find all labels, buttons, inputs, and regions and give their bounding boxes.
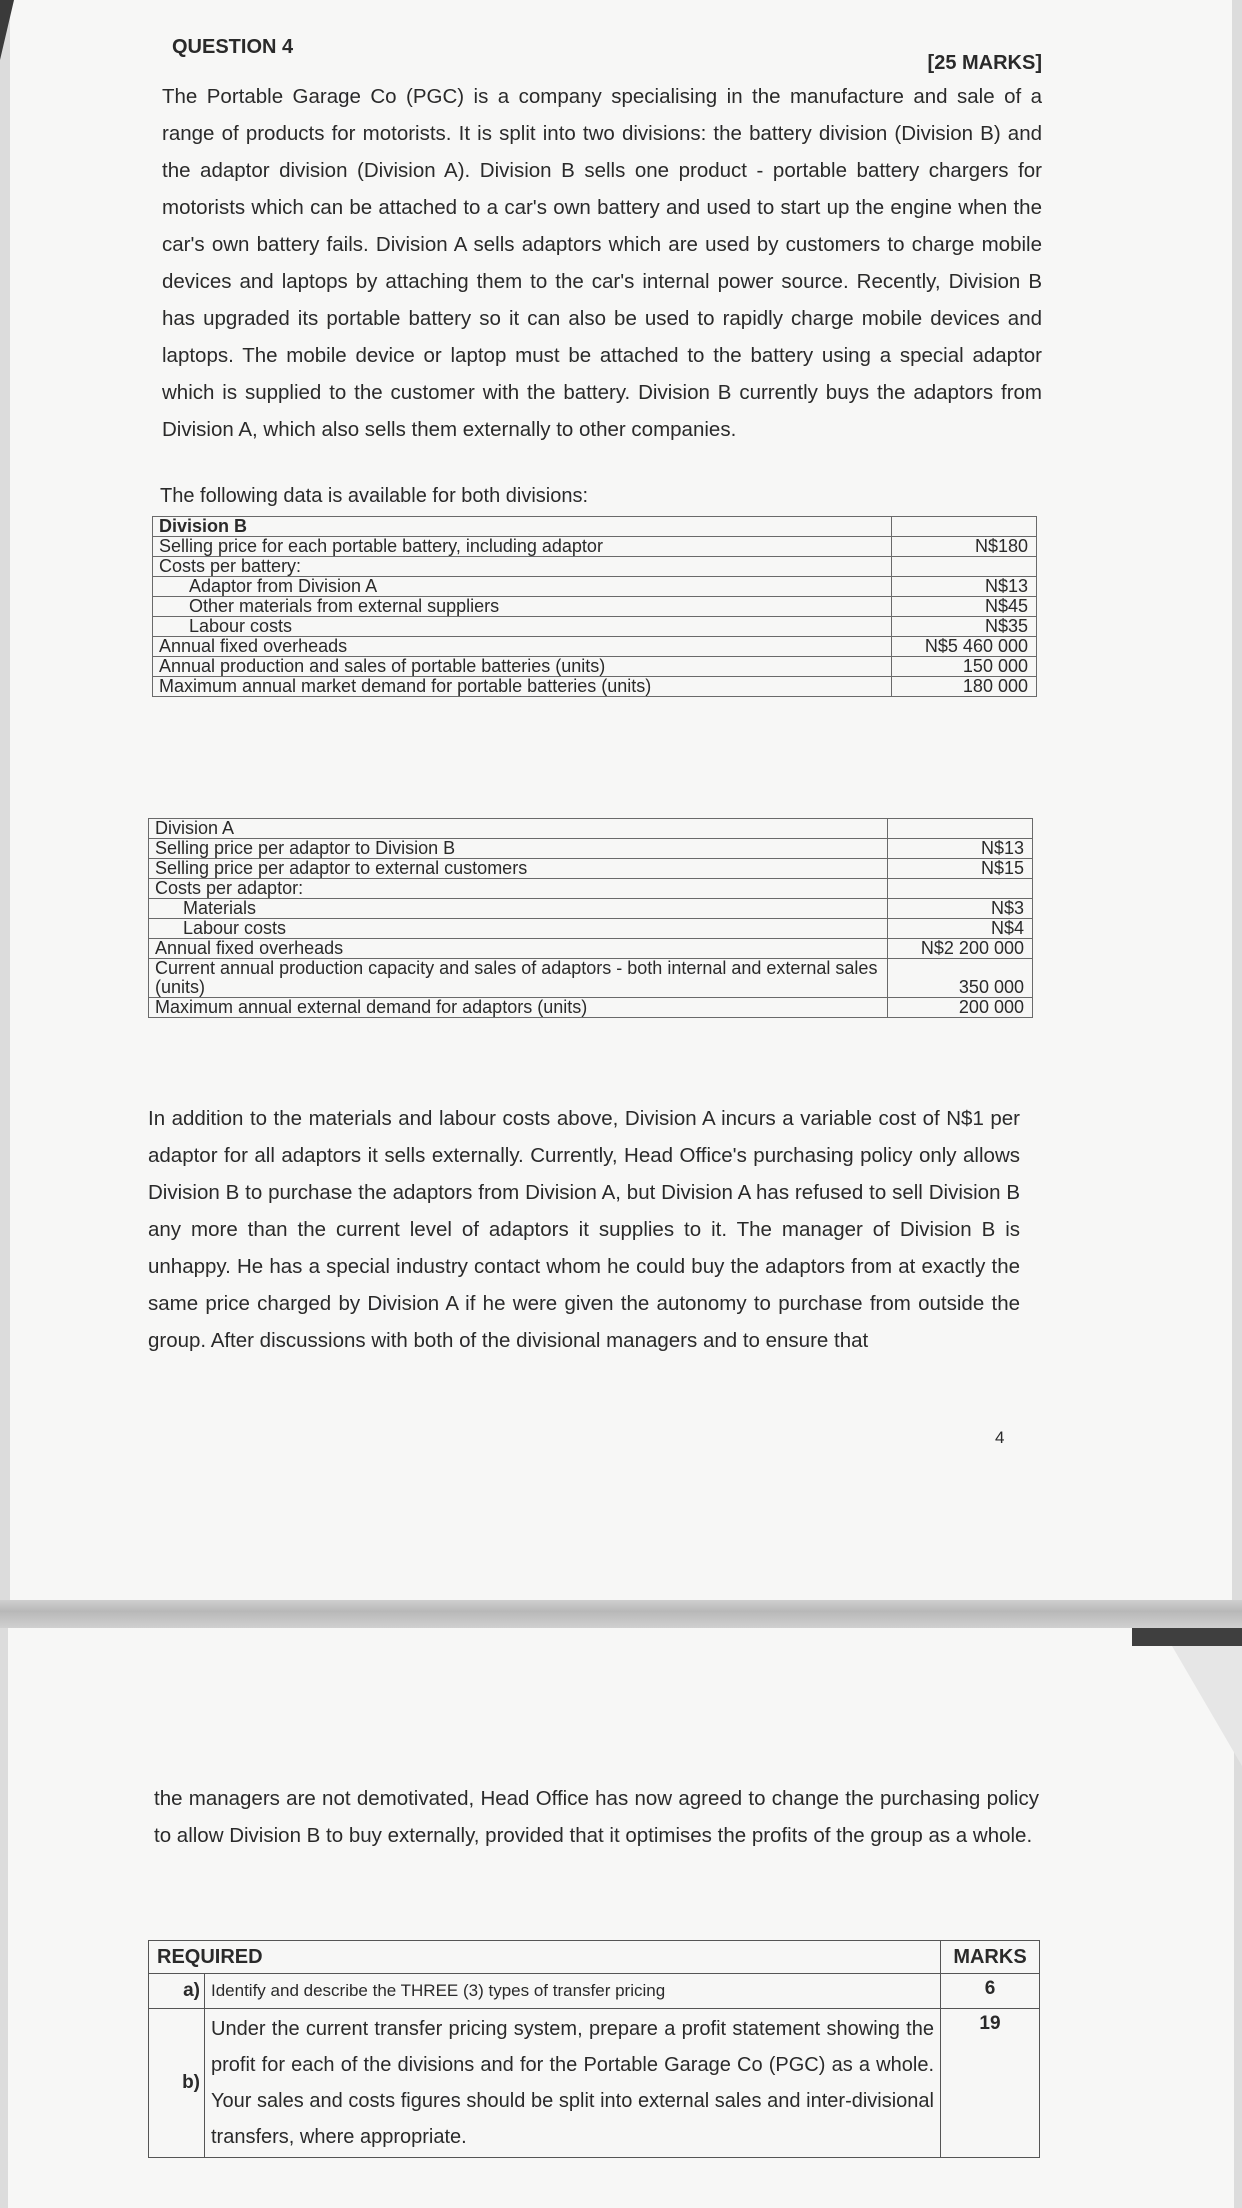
required-table xyxy=(148,1940,1040,2158)
data-intro: The following data is available for both divisions: xyxy=(160,485,589,507)
row-label: Adaptor from Division A xyxy=(153,577,892,597)
table-row xyxy=(153,517,1037,537)
row-label: Selling price per adaptor to external customers xyxy=(149,859,888,879)
table-row xyxy=(149,959,1033,998)
intro-paragraph: The Portable Garage Co (PGC) is a company specialising in the manufacture and sale of a range of products for motorists. It is split into two divisions: the battery division (Division B) and the adaptor division (Division A). Division B sells one product - portable battery chargers for motorists which can be attached to a car's own battery and used to start up the engine when the car's own battery fails. Division A sells adaptors which are used by customers to charge mobile devices and laptops by attaching them to the car's internal power source. Recently, Division B has upgraded its portable battery so it can also be used to rapidly charge mobile devices and laptops. The mobile device or laptop must be attached to the battery using a special adaptor which is supplied to the customer with the battery. Division B currently buys the adaptors from Division A, which also sells them externally to other companies. xyxy=(162,85,1042,441)
scan-corner-shadow xyxy=(0,0,14,60)
division-b-heading: Division B xyxy=(153,517,892,537)
division-b-table xyxy=(152,516,1037,697)
additional-paragraph: In addition to the materials and labour costs above, Division A incurs a variable cost of N$1 per adaptor for all adaptors it sells externally. Currently, Head Office's purchasing policy only allows Division B to purchase the adaptors from Division A, but Division A has refused to sell Division B any more than the current level of adaptors it supplies to it. The manager of Division B is unhappy. He has a special industry contact whom he could buy the adaptors from at exactly the same price charged by Division A if he were given the autonomy to purchase from outside the group. After discussions with both of the divisional managers and to ensure that xyxy=(148,1107,1020,1352)
row-label: Selling price for each portable battery, including adaptor xyxy=(153,537,892,557)
row-value: N$3 xyxy=(888,899,1033,919)
table-row xyxy=(149,939,1033,959)
item-key: b) xyxy=(149,2009,205,2158)
row-value: 200 000 xyxy=(888,998,1033,1018)
required-heading: REQUIRED xyxy=(149,1941,941,1974)
question-header xyxy=(162,34,1042,74)
row-value: 350 000 xyxy=(888,959,1033,998)
row-value: N$15 xyxy=(888,859,1033,879)
row-label: Annual fixed overheads xyxy=(149,939,888,959)
table-row xyxy=(149,879,1033,899)
table-row xyxy=(153,617,1037,637)
row-value: N$13 xyxy=(892,577,1037,597)
row-value xyxy=(892,557,1037,577)
row-label: Current annual production capacity and sales of adaptors - both internal and external sales (units) xyxy=(149,959,888,998)
division-a-heading: Division A xyxy=(149,819,888,839)
row-value: N$180 xyxy=(892,537,1037,557)
item-marks: 19 xyxy=(941,2009,1040,2158)
table-row xyxy=(153,537,1037,557)
division-a-table xyxy=(148,818,1033,1018)
table-row xyxy=(153,657,1037,677)
table-row xyxy=(149,1974,1040,2009)
table-row xyxy=(153,637,1037,657)
row-label: Maximum annual market demand for portable batteries (units) xyxy=(153,677,892,697)
item-text: Identify and describe the THREE (3) types of transfer pricing xyxy=(205,1974,941,2009)
table-row xyxy=(153,557,1037,577)
row-value: N$5 460 000 xyxy=(892,637,1037,657)
table-row xyxy=(153,577,1037,597)
row-value xyxy=(888,879,1033,899)
table-row xyxy=(149,2009,1040,2158)
row-value: N$4 xyxy=(888,919,1033,939)
item-key: a) xyxy=(149,1974,205,2009)
table-row xyxy=(149,819,1033,839)
page-1 xyxy=(10,0,1232,1600)
continuation-paragraph: the managers are not demotivated, Head Office has now agreed to change the purchasing policy to allow Division B to buy externally, provided that it optimises the profits of the group as a whole. xyxy=(154,1787,1039,1847)
row-label: Other materials from external suppliers xyxy=(153,597,892,617)
row-label: Maximum annual external demand for adaptors (units) xyxy=(149,998,888,1018)
row-value: N$2 200 000 xyxy=(888,939,1033,959)
question-title: QUESTION 4 xyxy=(172,36,294,58)
row-value: 150 000 xyxy=(892,657,1037,677)
page-2 xyxy=(8,1628,1234,2208)
table-row xyxy=(149,899,1033,919)
marks-heading: MARKS xyxy=(941,1941,1040,1974)
row-label: Annual fixed overheads xyxy=(153,637,892,657)
question-marks: [25 MARKS] xyxy=(927,52,1042,74)
table-row xyxy=(149,1941,1040,1974)
row-value: N$35 xyxy=(892,617,1037,637)
page-gap xyxy=(0,1600,1242,1628)
page-number: 4 xyxy=(995,1428,1005,1447)
row-label: Selling price per adaptor to Division B xyxy=(149,839,888,859)
item-marks: 6 xyxy=(941,1974,1040,2009)
row-label: Costs per adaptor: xyxy=(149,879,888,899)
scan-edge-shadow xyxy=(1132,1628,1242,1646)
table-row xyxy=(149,839,1033,859)
row-label: Materials xyxy=(149,899,888,919)
page-fold xyxy=(1172,1646,1242,1766)
table-row xyxy=(153,597,1037,617)
row-value: N$45 xyxy=(892,597,1037,617)
row-label: Labour costs xyxy=(153,617,892,637)
row-label: Costs per battery: xyxy=(153,557,892,577)
table-row xyxy=(149,919,1033,939)
table-row xyxy=(153,677,1037,697)
row-value: 180 000 xyxy=(892,677,1037,697)
table-row xyxy=(149,859,1033,879)
row-value: N$13 xyxy=(888,839,1033,859)
row-label: Annual production and sales of portable batteries (units) xyxy=(153,657,892,677)
item-text: Under the current transfer pricing system, prepare a profit statement showing the profit for each of the divisions and for the Portable Garage Co (PGC) as a whole. Your sales and costs figures should be split into external sales and inter-divisional transfers, where appropriate. xyxy=(205,2009,941,2158)
table-row xyxy=(149,998,1033,1018)
row-label: Labour costs xyxy=(149,919,888,939)
